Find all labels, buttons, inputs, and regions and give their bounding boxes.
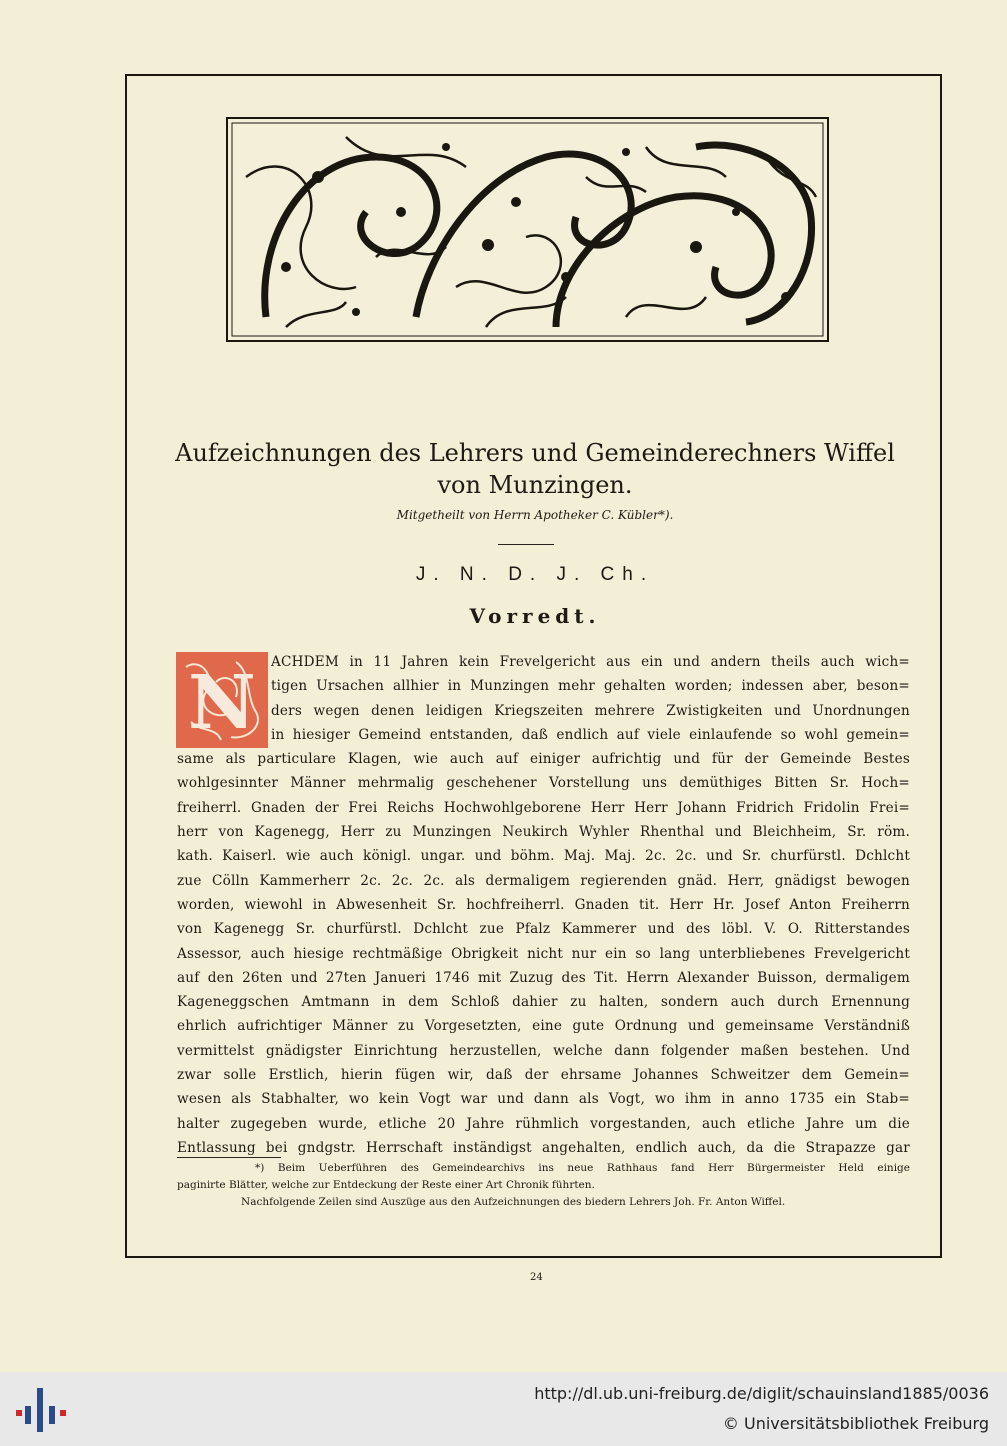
- copyright-notice: © Universitätsbibliothek Freiburg: [722, 1414, 989, 1433]
- footnote-line: *) Beim Ueberführen des Gemeindearchivs ins neue Rathhaus fand Herr Bürgermeister Held einige: [255, 1162, 910, 1174]
- footnote-divider: [177, 1157, 281, 1158]
- body-line: Entlassung bei gndgstr. Herrschaft inständigst angehalten, endlich auch, da die Strapazze gar: [177, 1139, 910, 1156]
- body-line: kath. Kaiserl. wie auch königl. ungar. und böhm. Maj. Maj. 2c. 2c. und Sr. churfürstl. Dchlcht: [177, 848, 910, 865]
- body-line: von Kagenegg Sr. churfürstl. Dchlcht zue Pfalz Kammerer und des löbl. V. O. Ritterstandes: [177, 921, 910, 938]
- body-line: ders wegen denen leidigen Kriegszeiten mehrere Zwistigkeiten und Unordnungen: [271, 702, 910, 719]
- dedication-initials: J. N. D. J. Ch.: [415, 564, 655, 585]
- ub-freiburg-logo-icon[interactable]: [16, 1386, 66, 1434]
- body-line: freiherrl. Gnaden der Frei Reichs Hochwohlgeborene Herr Herr Johann Fridrich Fridolin Frei=: [177, 799, 910, 816]
- footnote-line: Nachfolgende Zeilen sind Auszüge aus den Aufzeichnungen des biedern Lehrers Joh. Fr. Anton Wiffel.: [241, 1196, 786, 1208]
- title-divider: [498, 544, 554, 545]
- body-line: zwar solle Erstlich, hierin fügen wir, daß der ehrsame Johannes Schweitzer dem Gemein=: [177, 1067, 910, 1084]
- footnote: [177, 1160, 910, 1211]
- body-line: Kageneggschen Amtmann in dem Schloß dahier zu halten, sondern auch durch Ernennung: [177, 994, 910, 1011]
- section-heading: Vorredt.: [469, 604, 601, 628]
- body-line: auf den 26ten und 27ten Janueri 1746 mit Zuzug des Tit. Herrn Alexander Buisson, dermaligem: [177, 969, 910, 986]
- body-line: wesen als Stabhalter, wo kein Vogt war und dann als Vogt, wo ihm in anno 1735 ein Stab=: [177, 1091, 910, 1108]
- drop-cap-letter: N: [188, 660, 256, 746]
- body-line: halter zugegeben wurde, etliche 20 Jahre rühmlich vorgestanden, auch etliche Jahre um die: [177, 1115, 910, 1132]
- ornamental-header-vignette: [226, 117, 829, 342]
- body-line: ACHDEM in 11 Jahren kein Frevelgericht aus ein und andern theils auch wich=: [271, 654, 910, 670]
- page-number: 24: [530, 1272, 543, 1283]
- footnote-line: paginirte Blätter, welche zur Entdeckung der Reste einer Art Chronik führten.: [177, 1179, 595, 1191]
- body-line: ehrlich aufrichtiger Männer zu Vorgesetzten, eine gute Ordnung und gemeinsame Verständniß: [177, 1018, 910, 1035]
- body-line: in hiesiger Gemeind entstanden, daß endlich auf viele einlaufende so wohl gemein=: [271, 726, 910, 743]
- body-line: zue Cölln Kammerherr 2c. 2c. 2c. als dermaligem regierenden gnäd. Herr, gnädigst bewogen: [177, 872, 910, 889]
- body-line: Assessor, auch hiesige rechtmäßige Obrigkeit nicht nur ein so lang unterbliebenes Frevelgericht: [177, 945, 910, 962]
- body-line: tigen Ursachen allhier in Munzingen mehr gehalten worden; indessen aber, beson=: [271, 678, 910, 695]
- body-line: vermittelst gnädigster Einrichtung herzustellen, welche dann folgender maßen bestehen. Und: [177, 1042, 910, 1059]
- article-title-line1: Aufzeichnungen des Lehrers und Gemeinderechners Wiffel: [175, 439, 895, 467]
- body-line: wohlgesinnter Männer mehrmalig geschehener Vorstellung uns demüthiges Bitten Sr. Hoch=: [177, 775, 910, 792]
- article-title-line2: von Munzingen.: [437, 471, 633, 499]
- body-line: worden, wiewohl in Abwesenheit Sr. hochfreiherrl. Gnaden tit. Herr Hr. Josef Anton Freiherrn: [177, 896, 910, 913]
- body-line: herr von Kagenegg, Herr zu Munzingen Neukirch Wyhler Rhenthal und Bleichheim, Sr. röm.: [177, 824, 910, 841]
- article-body: [177, 650, 910, 1160]
- document-url-link[interactable]: http://dl.ub.uni-freiburg.de/diglit/schauinsland1885/0036: [534, 1384, 989, 1403]
- body-line: same als particulare Klagen, wie auch auf einiger aufrichtig und für der Gemeinde Bestes: [177, 751, 910, 768]
- article-credit: Mitgetheilt von Herrn Apotheker C. Kübler*).: [396, 508, 674, 522]
